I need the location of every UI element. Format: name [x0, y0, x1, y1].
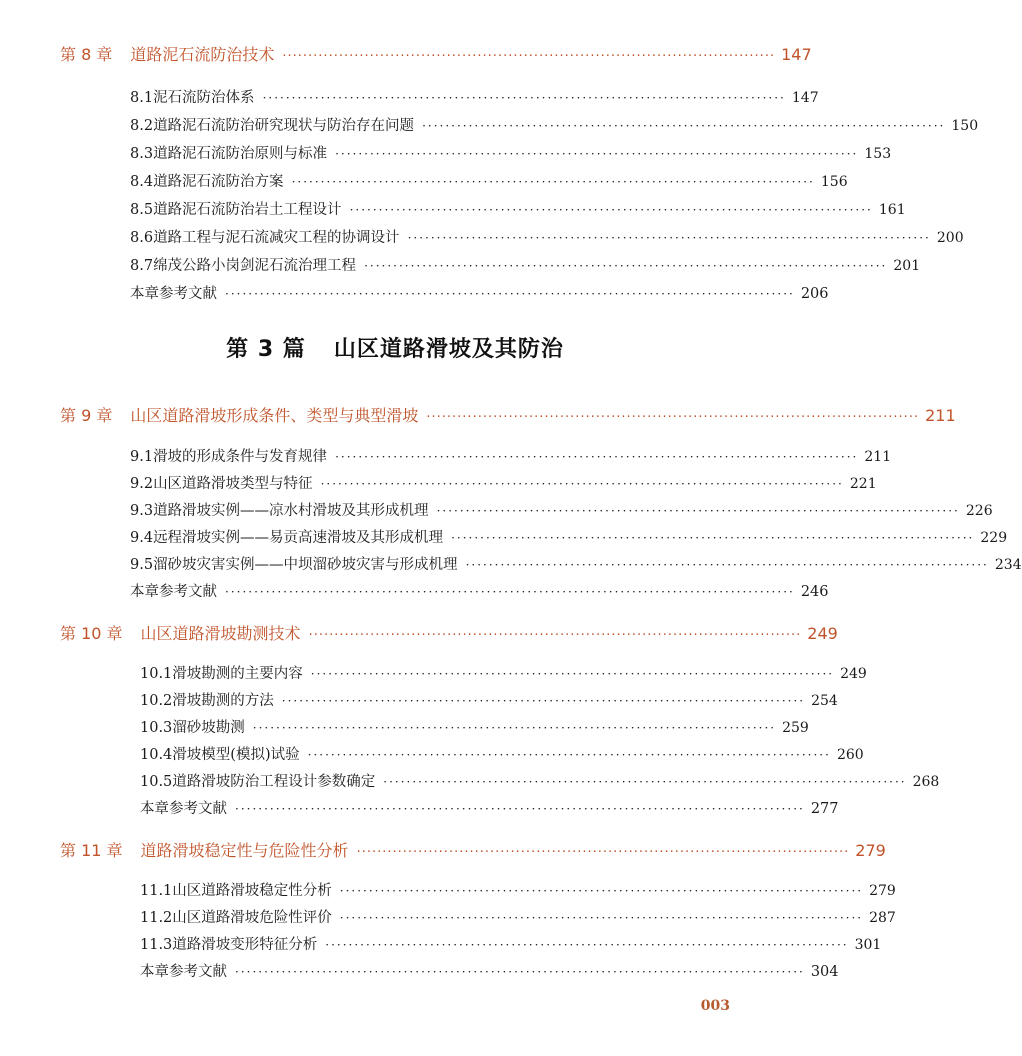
leader-dots: ·························································································· [339, 884, 864, 898]
section-page: 249 [840, 666, 867, 682]
part-heading[interactable] [0, 332, 790, 363]
leader-dots: ·································································································· [235, 802, 805, 816]
section-number: 10.2 [140, 693, 173, 709]
section-page: 201 [893, 258, 921, 274]
section-title: 道路滑坡变形特征分析 [172, 937, 318, 953]
leader-dots: ·························································································· [349, 203, 873, 217]
toc-refs-11[interactable] [140, 960, 839, 981]
section-page: 268 [912, 774, 940, 790]
leader-dots: ·································································································· [235, 965, 805, 979]
section-title: 远程滑坡实例——易贡高速滑坡及其形成机理 [153, 530, 444, 546]
leader-dots: ·························································································· [407, 231, 931, 245]
toc-section-11-2[interactable] [140, 906, 896, 927]
section-number: 8.2 [130, 118, 154, 134]
toc-section-10-4[interactable] [140, 743, 864, 764]
section-title: 绵茂公路小岗剑泥石流治理工程 [153, 258, 357, 274]
toc-section-9-5[interactable] [130, 553, 1022, 574]
chapter-label: 第 10 章 [60, 624, 123, 643]
section-page: 221 [849, 476, 877, 492]
section-title: 道路泥石流防治方案 [153, 174, 284, 190]
section-page: 229 [980, 530, 1008, 546]
toc-section-8-6[interactable] [130, 226, 964, 247]
toc-section-10-1[interactable] [140, 662, 867, 683]
section-title: 道路泥石流防治岩土工程设计 [153, 202, 342, 218]
section-number: 11.2 [140, 910, 173, 926]
section-page: 260 [836, 747, 864, 763]
toc-refs-10[interactable] [140, 797, 839, 818]
toc-chapter-11[interactable] [60, 838, 886, 861]
refs-title: 本章参考文献 [140, 964, 227, 980]
section-number: 9.4 [130, 530, 154, 546]
section-page: 259 [782, 720, 809, 736]
toc-section-8-5[interactable] [130, 198, 906, 219]
leader-dots: ·························································································· [465, 558, 989, 572]
section-title: 溜砂坡灾害实例——中坝溜砂坡灾害与形成机理 [153, 557, 458, 573]
section-page: 211 [864, 449, 892, 465]
section-page: 147 [791, 90, 819, 106]
section-page: 234 [994, 557, 1022, 573]
section-title: 溜砂坡勘测 [172, 720, 245, 736]
leader-dots: ·························································································· [436, 504, 960, 518]
toc-chapter-8[interactable] [60, 42, 812, 65]
chapter-page: 249 [807, 624, 838, 643]
chapter-title: 山区道路滑坡勘测技术 [140, 624, 301, 643]
section-number: 8.7 [130, 258, 154, 274]
section-title: 山区道路滑坡危险性评价 [172, 910, 332, 926]
section-number: 9.5 [130, 557, 154, 573]
chapter-label: 第 9 章 [60, 406, 113, 425]
section-number: 8.1 [130, 90, 154, 106]
leader-dots: ·························································································· [310, 667, 835, 681]
refs-title: 本章参考文献 [130, 286, 217, 302]
toc-chapter-10[interactable] [60, 621, 838, 644]
leader-dots: ·························································································· [281, 694, 806, 708]
toc-section-8-3[interactable] [130, 142, 892, 163]
chapter-page: 147 [781, 45, 812, 64]
toc-section-9-2[interactable] [130, 472, 877, 493]
toc-section-9-4[interactable] [130, 526, 1008, 547]
section-title: 山区道路滑坡类型与特征 [153, 476, 313, 492]
chapter-label: 第 11 章 [60, 841, 123, 860]
section-title: 道路泥石流防治原则与标准 [153, 146, 328, 162]
part-label: 第 3 篇 [226, 337, 306, 362]
section-page: 156 [820, 174, 848, 190]
toc-refs-8[interactable] [130, 282, 829, 303]
leader-dots: ································································································ [282, 49, 776, 64]
section-title: 山区道路滑坡稳定性分析 [172, 883, 332, 899]
section-page: 254 [811, 693, 838, 709]
chapter-label: 第 8 章 [60, 45, 113, 64]
refs-page: 304 [810, 964, 839, 980]
section-page: 150 [951, 118, 979, 134]
section-title: 泥石流防治体系 [153, 90, 255, 106]
toc-section-9-1[interactable] [130, 445, 892, 466]
page-number: 003 [700, 998, 730, 1014]
section-number: 9.3 [130, 503, 154, 519]
section-number: 10.1 [140, 666, 173, 682]
toc-section-8-1[interactable] [130, 86, 819, 107]
leader-dots: ·································································································· [225, 585, 795, 599]
toc-section-8-4[interactable] [130, 170, 848, 191]
toc-section-10-2[interactable] [140, 689, 838, 710]
section-page: 200 [936, 230, 964, 246]
section-number: 9.2 [130, 476, 154, 492]
leader-dots: ·························································································· [291, 175, 815, 189]
leader-dots: ·························································································· [339, 911, 864, 925]
leader-dots: ································································································ [308, 628, 802, 643]
section-number: 11.1 [140, 883, 173, 899]
leader-dots: ·························································································· [335, 450, 859, 464]
toc-section-8-7[interactable] [130, 254, 921, 275]
section-page: 153 [864, 146, 892, 162]
section-number: 10.5 [140, 774, 173, 790]
section-number: 10.4 [140, 747, 173, 763]
refs-page: 206 [800, 286, 829, 302]
toc-section-10-3[interactable] [140, 716, 809, 737]
chapter-page: 211 [925, 406, 956, 425]
section-title: 滑坡的形成条件与发育规律 [153, 449, 328, 465]
leader-dots: ·························································································· [383, 775, 907, 789]
section-title: 道路工程与泥石流减灾工程的协调设计 [153, 230, 400, 246]
toc-section-11-1[interactable] [140, 879, 896, 900]
refs-page: 246 [800, 584, 829, 600]
leader-dots: ·································································································· [225, 287, 795, 301]
section-title: 滑坡模型(模拟)试验 [172, 747, 300, 763]
section-number: 8.6 [130, 230, 154, 246]
section-page: 226 [965, 503, 993, 519]
leader-dots: ·························································································· [320, 477, 844, 491]
chapter-page: 279 [855, 841, 886, 860]
section-page: 161 [878, 202, 906, 218]
toc-section-9-3[interactable] [130, 499, 993, 520]
leader-dots: ································································································ [356, 845, 850, 860]
leader-dots: ·························································································· [307, 748, 831, 762]
leader-dots: ·························································································· [325, 938, 849, 952]
leader-dots: ·························································································· [252, 721, 777, 735]
section-number: 8.5 [130, 202, 154, 218]
toc-section-11-3[interactable] [140, 933, 882, 954]
leader-dots: ·························································································· [262, 91, 786, 105]
section-page: 279 [869, 883, 896, 899]
toc-refs-9[interactable] [130, 580, 829, 601]
section-title: 道路滑坡防治工程设计参数确定 [172, 774, 376, 790]
chapter-title: 道路滑坡稳定性与危险性分析 [140, 841, 349, 860]
part-title-text: 山区道路滑坡及其防治 [333, 337, 564, 362]
leader-dots: ·························································································· [422, 119, 946, 133]
section-title: 滑坡勘测的主要内容 [172, 666, 303, 682]
toc-chapter-9[interactable] [60, 403, 956, 426]
section-number: 11.3 [140, 937, 173, 953]
section-page: 287 [869, 910, 896, 926]
section-title: 道路泥石流防治研究现状与防治存在问题 [153, 118, 415, 134]
leader-dots: ·························································································· [364, 259, 888, 273]
section-number: 9.1 [130, 449, 154, 465]
section-page: 301 [854, 937, 882, 953]
refs-page: 277 [810, 801, 839, 817]
section-number: 8.4 [130, 174, 154, 190]
leader-dots: ·························································································· [451, 531, 975, 545]
chapter-title: 道路泥石流防治技术 [130, 45, 275, 64]
refs-title: 本章参考文献 [130, 584, 217, 600]
section-number: 8.3 [130, 146, 154, 162]
refs-title: 本章参考文献 [140, 801, 227, 817]
leader-dots: ·························································································· [335, 147, 859, 161]
toc-section-10-5[interactable] [140, 770, 940, 791]
leader-dots: ································································································ [426, 410, 920, 425]
section-number: 10.3 [140, 720, 173, 736]
section-title: 滑坡勘测的方法 [172, 693, 274, 709]
section-title: 道路滑坡实例——凉水村滑坡及其形成机理 [153, 503, 429, 519]
chapter-title: 山区道路滑坡形成条件、类型与典型滑坡 [130, 406, 419, 425]
toc-section-8-2[interactable] [130, 114, 979, 135]
